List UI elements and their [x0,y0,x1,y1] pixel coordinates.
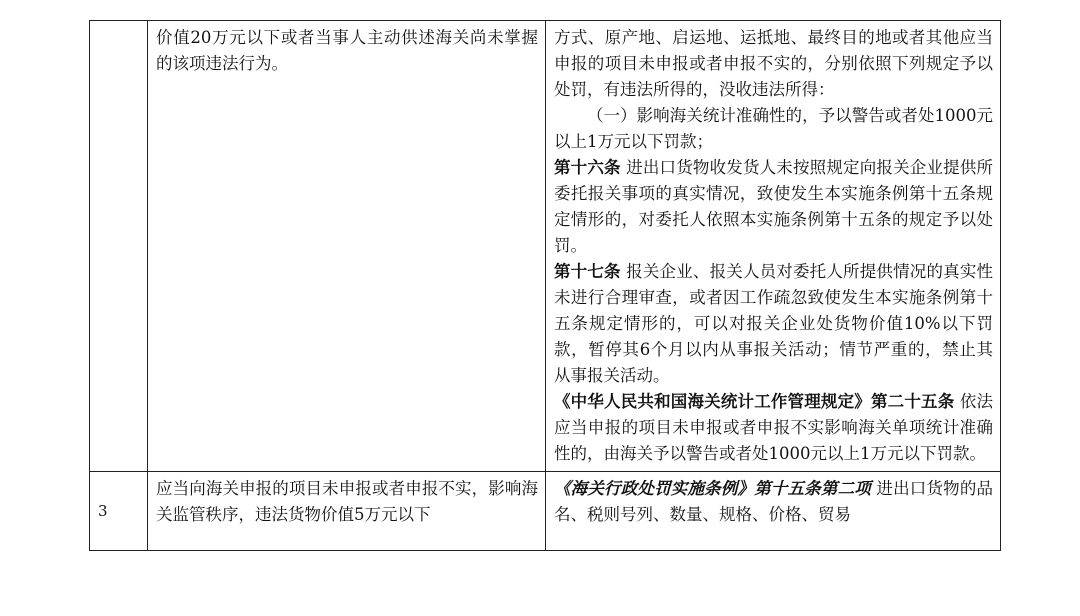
legal-basis-paragraph [554,25,993,103]
violation-description: 应当向海关申报的项目未申报或者申报不实，影响海关监管秩序，违法货物价值5万元以下 [156,479,538,524]
paragraph-text: 进出口货物收发货人未按照规定向报关企业提供所委托报关事项的真实情况，致使发生本实施条例第十五条规定情形的，对委托人依照本实施条例第十五条的规定予以处罚。 [554,158,993,255]
legal-basis-paragraph [554,155,993,259]
table-row [90,472,1001,551]
paragraph-text: 依法应当申报的项目未申报或者申报不实影响海关单项统计准确性的，由海关予以警告或者处1000元以上1万元以下罚款。 [554,392,994,463]
violation-description: 价值20万元以下或者当事人主动供述海关尚未掌握的该项违法行为。 [156,28,538,73]
legal-basis-paragraph [554,103,993,155]
regulation-table [89,20,1001,551]
article-heading: 《海关行政处罚实施条例》第十五条第二项 [554,479,871,498]
paragraph-text: 方式、原产地、启运地、运抵地、最终目的地或者其他应当申报的项目未申报或者申报不实的，分别依照下列规定予以处罚，有违法所得的，没收违法所得： [554,28,993,99]
legal-basis-paragraph [554,389,993,467]
article-heading: 第十七条 [554,262,621,281]
legal-basis-paragraph [554,259,993,389]
violation-description-cell [148,472,546,551]
paragraph-text: 报关企业、报关人员对委托人所提供情况的真实性未进行合理审查，或者因工作疏忽致使发生本实施条例第十五条规定情形的，可以对报关企业处货物价值10%以下罚款，暂停其6个月以内从事报关活动；情节严重的，禁止其从事报关活动。 [554,262,993,385]
table-row [90,21,1001,472]
article-heading: 《中华人民共和国海关统计工作管理规定》第二十五条 [554,392,955,411]
paragraph-text: 进出口货物的品名、税则号列、数量、规格、价格、贸易 [554,479,994,524]
row-number-cell [90,21,148,472]
legal-basis-cell [546,21,1001,472]
row-number-cell: 3 [90,472,148,551]
article-heading: 第十六条 [554,158,621,177]
violation-description-cell [148,21,546,472]
paragraph-text: （一）影响海关统计准确性的，予以警告或者处1000元以上1万元以下罚款； [554,106,993,151]
legal-basis-paragraph [554,476,993,528]
legal-basis-cell [546,472,1001,551]
